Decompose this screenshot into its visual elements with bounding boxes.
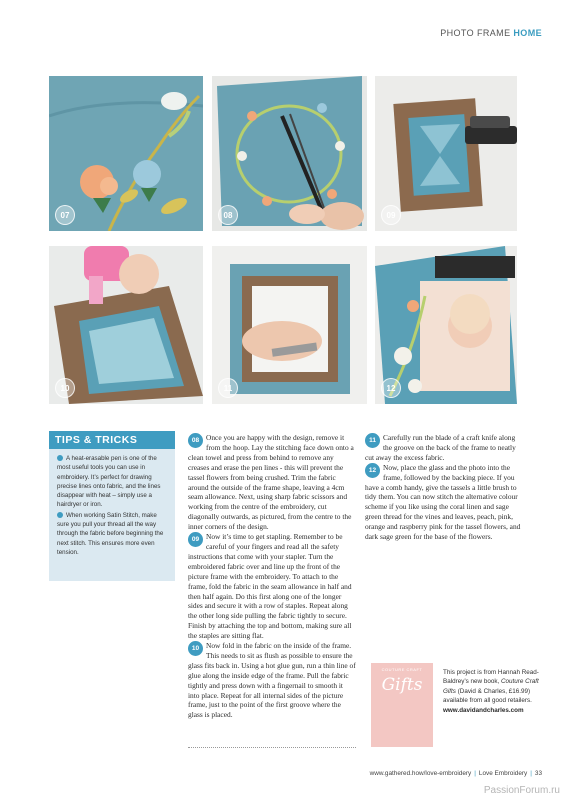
tips-body [49,449,175,557]
publisher-link[interactable]: www.davidandcharles.com [443,706,524,714]
step-number-badge: 10 [188,641,203,656]
photo-07 [49,76,203,231]
photo-number-badge: 10 [55,378,75,398]
tips-and-tricks-box [49,431,175,581]
book-cover-title: Gifts [381,675,423,695]
step-08: 08 Once you are happy with the design, remove it from the hoop. Lay the stitching face down onto a clean towel and press from behind to remove any creases and erase the pen lines - this will prevent the tassel flowers from being crushed. Trim the fabric around the outside of the frame shape, leaving a 4cm seam allowance. Next, using sharp fabric scissors and working from the centre of the embroidery, cut diagonally outwards, as pictured, from the centre to the inner corners of the design. [188,433,354,532]
section-name: PHOTO FRAME [440,28,511,38]
page-number: 33 [534,770,542,777]
magazine-name: Love Embroidery [478,770,528,777]
column-divider [188,747,356,748]
book-cover-image [371,663,433,747]
photo-11 [212,246,367,404]
step-10: 10 Now fold in the fabric on the inside of the frame. This needs to sit as flush as possible to ensure the glass fits back in. Using a hot glue gun, run a thin line of glue along the inside edge of the frame. Pull the fabric tightly and press down with a fingernail to smooth it into place. Repeat for all internal sides of the picture frame, just to the point of the first groove where the glass is placed. [188,641,356,720]
section-highlight: HOME [513,28,542,38]
photo-08 [212,76,367,231]
step-number-badge: 11 [365,433,380,448]
photo-12 [375,246,517,404]
step-11: 11 Carefully run the blade of a craft knife along the groove on the back of the frame to neatly cut away the excess fabric. [365,433,516,462]
instructions-column-right [365,433,525,542]
photo-09 [375,76,517,231]
photo-10 [49,246,203,404]
tips-title: TIPS & TRICKS [49,431,175,449]
footer-url[interactable]: www.gathered.how/love-embroidery [369,770,472,777]
watermark: PassionForum.ru [483,785,560,796]
step-09: 09 Now it’s time to get stapling. Remember to be careful of your fingers and read all the safety instructions that come with your stapler. Turn the embroidered fabric over and line up the front of the picture frame with the embroidery. To attach to the frame, fold the fabric in the seam allowance in half and then half again. Do this first along one of the longer sides and secure it with a row of staples. Repeat along the other long side pulling the fabric tightly to secure. Finish by attaching the top and bottom, making sure all the staples are sitting flat. [188,532,352,641]
book-cover-subtitle: COUTURE CRAFT [381,667,423,672]
photo-number-badge: 07 [55,205,75,225]
bullet-icon [57,512,63,518]
instructions-column-middle [188,433,356,720]
page-footer: www.gathered.how/love-embroidery | Love Embroidery | 33 [369,770,542,777]
tip-item: When working Satin Stitch, make sure you pull your thread all the way through the fabric before beginning the next stitch. This ensures more even tension. [57,511,164,556]
photo-number-badge: 08 [218,205,238,225]
step-12: 12 Now, place the glass and the photo into the frame, followed by the backing piece. If you have a comb handy, give the tassels a little brush to tidy them. You can now stitch the alternative colour scheme if you like using the coral linen and sage green thread for the vines and leaves, peach, pink, orange and raspberry pink for the tassel flowers, and dark sage green for the base of the flowers. [365,462,521,542]
step-number-badge: 12 [365,463,380,478]
step-number-badge: 09 [188,532,203,547]
photo-number-badge: 09 [381,205,401,225]
bullet-icon [57,455,63,461]
tip-item: A heat-erasable pen is one of the most useful tools you can use in embroidery. It’s perfect for drawing precise lines onto fabric, and the lines disappear with heat – simply use a hairdryer or iron. [57,455,161,509]
photo-number-badge: 12 [381,378,401,398]
book-promo-text: This project is from Hannah Read-Baldrey’s new book, Couture Craft Gifts (David & Charles, £16.99) available from all good retailers. www.davidandcharles.com [443,669,539,714]
step-number-badge: 08 [188,433,203,448]
photo-number-badge: 11 [218,378,238,398]
page-header [440,28,542,38]
book-title: Couture Craft Gifts [443,678,539,695]
